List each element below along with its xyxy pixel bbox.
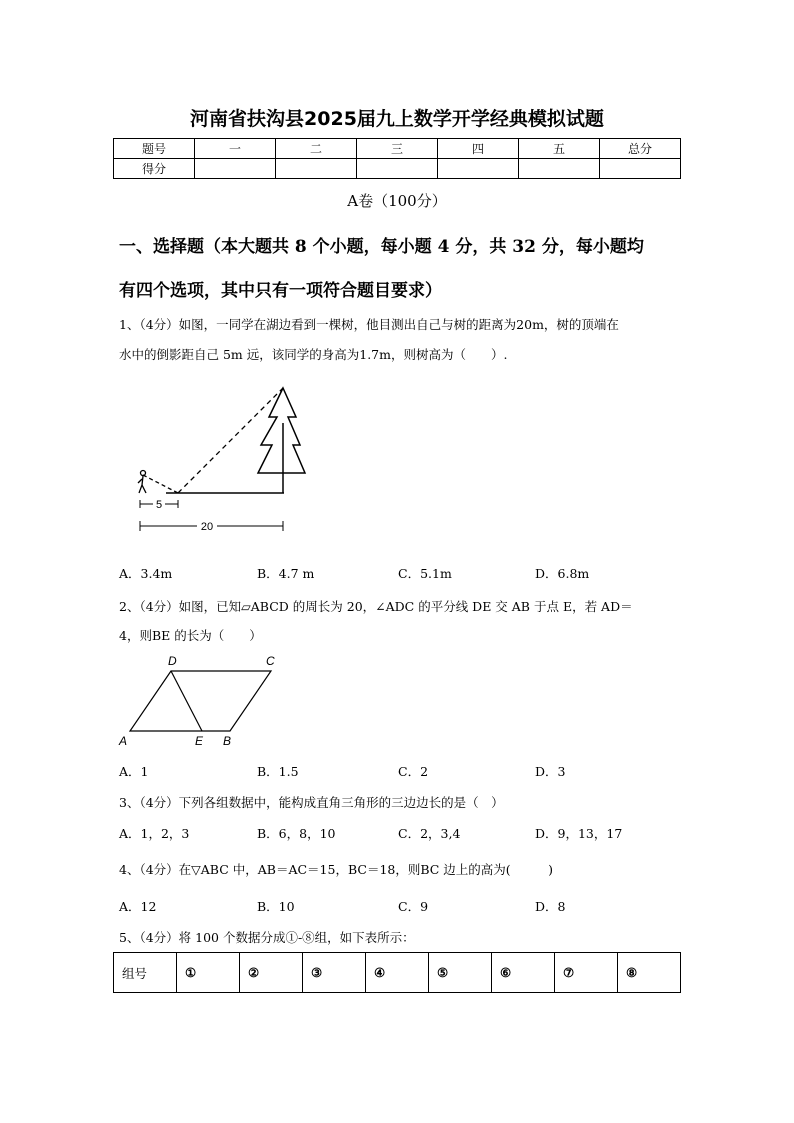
score-header-cell: 三 bbox=[357, 139, 438, 159]
q3-option-b[interactable]: B．6，8，10 bbox=[257, 826, 336, 841]
group-cell: ⑦ bbox=[555, 953, 618, 993]
vertex-d: D bbox=[168, 654, 177, 668]
q1-text-line1: 1、（4分）如图，一同学在湖边看到一棵树，他目测出自己与树的距离为20m，树的顶端在 bbox=[119, 317, 619, 332]
tree-shape bbox=[258, 388, 305, 493]
score-cell[interactable] bbox=[195, 159, 276, 179]
score-cell[interactable] bbox=[600, 159, 681, 179]
score-header-cell: 题号 bbox=[114, 139, 195, 159]
q1-figure-label-5: 5 bbox=[155, 499, 163, 511]
sight-line-to-reflection bbox=[143, 475, 178, 493]
q1-option-a[interactable]: A．3.4m bbox=[119, 566, 173, 581]
bisector-de bbox=[171, 671, 202, 731]
q5-group-table bbox=[113, 952, 681, 993]
score-header-cell: 四 bbox=[438, 139, 519, 159]
group-cell: ③ bbox=[303, 953, 366, 993]
vertex-a: A bbox=[119, 734, 128, 748]
q3-text: 3、（4分）下列各组数据中，能构成直角三角形的三边边长的是（ ） bbox=[119, 795, 504, 810]
score-table-row bbox=[114, 159, 681, 179]
q1-option-c[interactable]: C．5.1m bbox=[398, 566, 452, 581]
q4-option-c[interactable]: C．9 bbox=[398, 899, 429, 914]
q2-option-b[interactable]: B．1.5 bbox=[257, 764, 299, 779]
section-heading-line2: 有四个选项，其中只有一项符合题目要求） bbox=[119, 281, 442, 301]
q3-option-d[interactable]: D．9，13，17 bbox=[535, 826, 623, 841]
q1-option-d[interactable]: D．6.8m bbox=[535, 566, 590, 581]
q2-option-c[interactable]: C．2 bbox=[398, 764, 429, 779]
parallelogram-abcd bbox=[130, 671, 271, 731]
vertex-c: C bbox=[266, 654, 275, 668]
score-cell[interactable] bbox=[276, 159, 357, 179]
vertex-b: B bbox=[223, 734, 232, 748]
score-table-header-row bbox=[114, 139, 681, 159]
q2-text-line2: 4，则BE 的长为（ ） bbox=[119, 628, 262, 643]
score-row-label: 得分 bbox=[114, 159, 195, 179]
score-cell[interactable] bbox=[357, 159, 438, 179]
group-cell: ⑥ bbox=[492, 953, 555, 993]
q3-option-a[interactable]: A．1，2，3 bbox=[119, 826, 190, 841]
vertex-e: E bbox=[195, 734, 204, 748]
volume-heading: A卷（100分） bbox=[347, 192, 447, 210]
group-cell: ① bbox=[177, 953, 240, 993]
score-header-cell: 五 bbox=[519, 139, 600, 159]
q5-text: 5、（4分）将 100 个数据分成①-⑧组，如下表所示： bbox=[119, 930, 415, 945]
group-cell: ④ bbox=[366, 953, 429, 993]
score-table bbox=[113, 138, 681, 179]
q2-parallelogram-figure bbox=[115, 650, 285, 750]
score-header-cell: 一 bbox=[195, 139, 276, 159]
sight-line-to-treetop bbox=[178, 388, 283, 493]
q2-option-a[interactable]: A．1 bbox=[119, 764, 149, 779]
q1-option-b[interactable]: B．4.7 m bbox=[257, 566, 315, 581]
q2-text-line1: 2、（4分）如图，已知▱ABCD 的周长为 20，∠ADC 的平分线 DE 交 AB 于点 E，若 AD＝ bbox=[119, 599, 633, 614]
q4-option-a[interactable]: A．12 bbox=[119, 899, 157, 914]
page-title: 河南省扶沟县2025届九上数学开学经典模拟试题 bbox=[190, 108, 604, 130]
group-cell: ⑧ bbox=[618, 953, 681, 993]
group-header-cell: 组号 bbox=[114, 953, 177, 993]
q3-option-c[interactable]: C．2，3,4 bbox=[398, 826, 461, 841]
group-cell: ⑤ bbox=[429, 953, 492, 993]
section-heading-line1: 一、选择题（本大题共 8 个小题，每小题 4 分，共 32 分，每小题均 bbox=[119, 237, 644, 257]
score-header-cell: 二 bbox=[276, 139, 357, 159]
q4-text: 4、（4分）在▽ABC 中，AB＝AC＝15，BC＝18，则BC 边上的高为( ) bbox=[119, 862, 554, 877]
score-cell[interactable] bbox=[438, 159, 519, 179]
score-cell[interactable] bbox=[519, 159, 600, 179]
q1-text-line2: 水中的倒影距自己 5m 远，该同学的身高为1.7m，则树高为（ ）. bbox=[119, 347, 508, 362]
score-header-cell: 总分 bbox=[600, 139, 681, 159]
group-cell: ② bbox=[240, 953, 303, 993]
q1-figure-label-20: 20 bbox=[200, 521, 214, 533]
person-figure bbox=[138, 471, 146, 494]
q4-option-d[interactable]: D．8 bbox=[535, 899, 566, 914]
group-table-row bbox=[114, 953, 681, 993]
q4-option-b[interactable]: B．10 bbox=[257, 899, 295, 914]
q2-option-d[interactable]: D．3 bbox=[535, 764, 566, 779]
q1-tree-figure bbox=[130, 383, 310, 543]
